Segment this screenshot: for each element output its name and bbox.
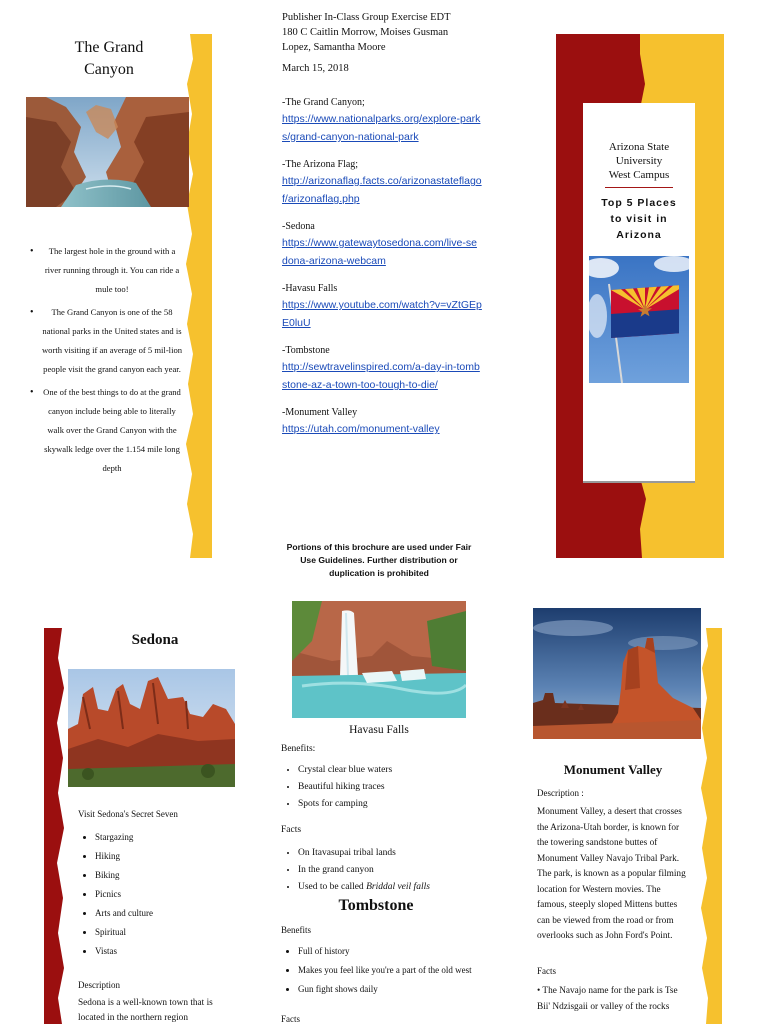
- havasu-benefits-label: Benefits:: [281, 744, 316, 754]
- list-item: • Gun fight shows daily: [298, 982, 478, 997]
- credits-panel: [282, 10, 482, 437]
- university-name: Arizona State University West Campus: [608, 141, 670, 181]
- list-item: • Biking: [95, 866, 153, 885]
- source-sedona: [282, 220, 482, 269]
- source-label: -The Arizona Flag;: [282, 159, 359, 170]
- source-label: -Monument Valley: [282, 407, 358, 418]
- cover-headline: Top 5 Places to visit in Arizona: [601, 197, 677, 241]
- list-item: • Spiritual: [95, 923, 153, 942]
- list-item: • Beautiful hiking traces: [298, 782, 392, 792]
- source-link[interactable]: http://arizonaflag.facts.co/arizonastateflagof/arizonaflag.php: [282, 175, 482, 205]
- list-item: • One of the best things to do at the grand canyon include being able to literally walk over the Grand Canyon with the skywalk ledge over the 1.154 mile long depth: [34, 383, 184, 478]
- sedona-activities: [95, 828, 153, 961]
- grand-canyon-panel: [14, 27, 194, 557]
- tombstone-facts-label: Facts: [281, 1014, 300, 1024]
- list-item: • Stargazing: [95, 828, 153, 847]
- italic-name: Briddal veil falls: [366, 882, 430, 892]
- list-item: • Used to be called Briddal veil falls: [298, 879, 430, 896]
- sedona-title: Sedona: [131, 632, 179, 648]
- credits-header-line: 180 C Caitlin Morrow, Moises Gusman: [282, 27, 449, 38]
- grand-canyon-photo: [26, 97, 189, 207]
- list-item: • Makes you feel like you're a part of the old west: [298, 963, 478, 978]
- source-arizona-flag: [282, 158, 482, 207]
- sedona-description-label: Description: [78, 980, 120, 990]
- havasu-falls-title: Havasu Falls: [349, 724, 409, 736]
- source-tombstone: [282, 344, 482, 393]
- credits-date: March 15, 2018: [282, 63, 349, 74]
- source-link[interactable]: http://sewtravelinspired.com/a-day-in-tombstone-az-a-town-too-tough-to-die/: [282, 361, 480, 391]
- source-label: -Tombstone: [282, 345, 330, 356]
- grand-canyon-facts: [34, 242, 184, 482]
- list-item: • On Itavasupai tribal lands: [298, 845, 430, 862]
- grand-canyon-title: The Grand Canyon: [74, 39, 144, 78]
- secret-seven-label: Visit Sedona's Secret Seven: [78, 809, 178, 819]
- cover-card: [583, 103, 695, 483]
- monument-description-label: Description :: [537, 788, 584, 798]
- havasu-facts-label: Facts: [281, 825, 302, 835]
- monument-facts-label: Facts: [537, 966, 556, 976]
- monument-description: Monument Valley, a desert that crosses the Arizona-Utah border, is known for the towering sandstone buttes of Monument Valley Navajo Tribal Park. The park, is known as a popular filming location for Western movies. The famous, steeply sloped Mittens buttes can be viewed from the road or from overlooks such as John Ford's Point.: [537, 807, 686, 941]
- credits-header-line: Lopez, Samantha Moore: [282, 42, 386, 53]
- source-link[interactable]: https://www.nationalparks.org/explore-parks/grand-canyon-national-park: [282, 113, 481, 143]
- list-item: • Crystal clear blue waters: [298, 765, 392, 775]
- source-link[interactable]: https://utah.com/monument-valley: [282, 423, 440, 435]
- list-item: • Arts and culture: [95, 904, 153, 923]
- tombstone-title: Tombstone: [338, 897, 414, 914]
- source-monument-valley: [282, 406, 482, 437]
- monument-valley-title: Monument Valley: [563, 762, 663, 777]
- sedona-maroon-stripe: [44, 628, 66, 1024]
- source-grand-canyon: [282, 96, 482, 145]
- divider: [605, 187, 673, 188]
- monument-fact: • The Navajo name for the park is Tse Bii' Ndzisgaii or valley of the rocks: [537, 986, 678, 1012]
- tombstone-benefits-label: Benefits: [281, 925, 311, 935]
- arizona-flag-photo: [589, 256, 689, 383]
- list-item: • Picnics: [95, 885, 153, 904]
- tombstone-benefits-list: [298, 944, 478, 997]
- havasu-facts-list: [298, 845, 430, 896]
- monument-gold-stripe: [700, 628, 724, 1024]
- sedona-description: Sedona is a well-known town that is located in the northern region: [78, 998, 213, 1023]
- list-item: • The largest hole in the ground with a river running through it. You can ride a mule too!: [34, 242, 184, 299]
- list-item: • The Grand Canyon is one of the 58 national parks in the United states and is worth visiting if an average of 5 mil-lion people visit the grand canyon each year.: [34, 303, 184, 379]
- list-item: • Full of history: [298, 944, 478, 959]
- source-label: -The Grand Canyon;: [282, 97, 365, 108]
- fair-use-notice: Portions of this brochure are used under Fair Use Guidelines. Further distribution or duplication is prohibited: [286, 542, 472, 578]
- source-label: -Havasu Falls: [282, 283, 338, 294]
- sedona-photo: [68, 669, 235, 787]
- list-item: • Vistas: [95, 942, 153, 961]
- source-havasu-falls: [282, 282, 482, 331]
- source-label: -Sedona: [282, 221, 315, 232]
- source-link[interactable]: https://www.youtube.com/watch?v=vZtGEpE0luU: [282, 299, 482, 329]
- havasu-benefits-list: [298, 765, 392, 809]
- list-item: • Hiking: [95, 847, 153, 866]
- monument-valley-photo: [533, 608, 701, 739]
- havasu-falls-photo: [292, 601, 466, 718]
- source-link[interactable]: https://www.gatewaytosedona.com/live-sedona-arizona-webcam: [282, 237, 477, 267]
- list-item: • In the grand canyon: [298, 862, 430, 879]
- credits-header-line: Publisher In-Class Group Exercise EDT: [282, 12, 451, 23]
- list-item: • Spots for camping: [298, 799, 392, 809]
